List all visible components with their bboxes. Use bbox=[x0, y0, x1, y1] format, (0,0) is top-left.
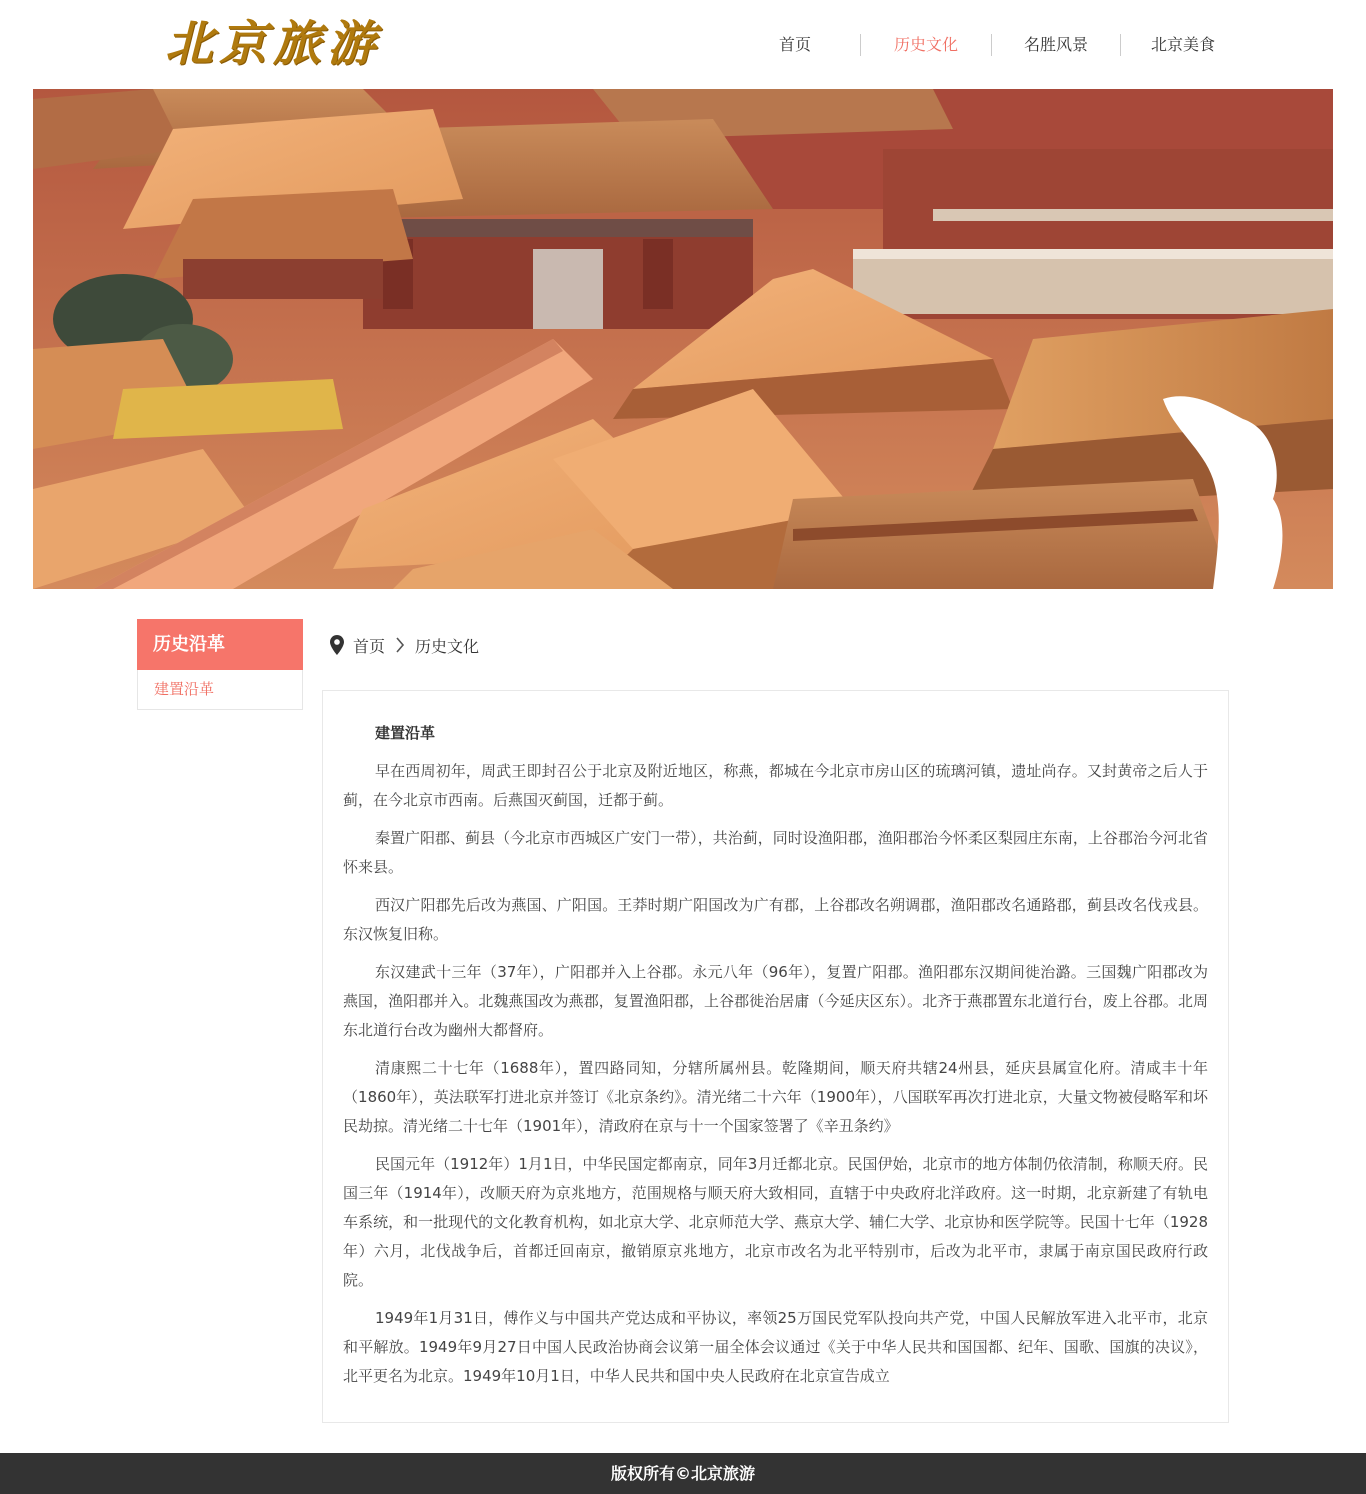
site-footer bbox=[0, 1453, 1366, 1494]
hero-banner-image bbox=[33, 89, 1333, 589]
article-paragraph: 早在西周初年，周武王即封召公于北京及附近地区，称燕，都城在今北京市房山区的琉璃河镇，遗址尚存。又封黄帝之后人于蓟，在今北京市西南。后燕国灭蓟国，迁都于蓟。 bbox=[343, 762, 1208, 809]
article-paragraph: 秦置广阳郡、蓟县（今北京市西城区广安门一带），共治蓟，同时设渔阳郡，渔阳郡治今怀柔区梨园庄东南，上谷郡治今河北省怀来县。 bbox=[343, 829, 1208, 876]
article-paragraph: 清康熙二十七年（1688年），置四路同知，分辖所属州县。乾隆期间，顺天府共辖24州县，延庆县属宣化府。清咸丰十年（1860年），英法联军打进北京并签订《北京条约》。清光绪二十六年（1900年），八国联军再次打进北京，大量文物被侵略军和坏民劫掠。清光绪二十七年（1901年），清政府在京与十一个国家签署了《辛丑条约》 bbox=[343, 1059, 1208, 1135]
breadcrumb bbox=[330, 632, 479, 658]
breadcrumb-current: 历史文化 bbox=[415, 636, 480, 656]
article-paragraph: 东汉建武十三年（37年），广阳郡并入上谷郡。永元八年（96年），复置广阳郡。渔阳郡东汉期间徙治潞。三国魏广阳郡改为燕国，渔阳郡并入。北魏燕国改为燕郡，复置渔阳郡，上谷郡徙治居庸（今延庆区东）。北齐于燕郡置东北道行台，废上谷郡。北周东北道行台改为幽州大都督府。 bbox=[343, 963, 1208, 1039]
sidebar bbox=[137, 619, 303, 710]
location-pin-icon bbox=[330, 635, 344, 655]
sidebar-item-establishment[interactable]: 建置沿革 bbox=[154, 680, 215, 698]
article-panel bbox=[322, 690, 1229, 1423]
forbidden-city-illustration bbox=[33, 89, 1333, 589]
sidebar-title: 历史沿革 bbox=[137, 619, 303, 670]
site-header bbox=[0, 0, 1366, 89]
chevron-right-icon bbox=[395, 637, 405, 653]
article-title: 建置沿革 bbox=[375, 724, 436, 742]
article-paragraph: 西汉广阳郡先后改为燕国、广阳国。王莽时期广阳国改为广有郡，上谷郡改名朔调郡，渔阳郡改名通路郡，蓟县改名伐戎县。东汉恢复旧称。 bbox=[343, 896, 1208, 943]
nav-item-home[interactable]: 首页 bbox=[778, 35, 811, 54]
nav-item-food[interactable]: 北京美食 bbox=[1150, 35, 1215, 54]
article-paragraph: 民国元年（1912年）1月1日，中华民国定都南京，同年3月迁都北京。民国伊始，北京市的地方体制仍依清制，称顺天府。民国三年（1914年），改顺天府为京兆地方，范围规格与顺天府大致相同，直辖于中央政府北洋政府。这一时期，北京新建了有轨电车系统，和一批现代的文化教育机构，如北京大学、北京师范大学、燕京大学、辅仁大学、北京协和医学院等。民国十七年（1928年）六月，北伐战争后，首都迁回南京，撤销原京兆地方，北京市改名为北平特别市，后改为北平市，隶属于南京国民政府行政院。 bbox=[343, 1155, 1208, 1289]
breadcrumb-home[interactable]: 首页 bbox=[353, 636, 386, 656]
nav-item-scenery[interactable]: 名胜风景 bbox=[1023, 35, 1088, 54]
nav-item-history[interactable]: 历史文化 bbox=[893, 35, 958, 54]
main-nav bbox=[730, 30, 1245, 60]
site-logo[interactable]: 北京旅游 bbox=[165, 16, 382, 72]
copyright-text: 版权所有©北京旅游 bbox=[610, 1464, 755, 1483]
article-paragraph: 1949年1月31日，傅作义与中国共产党达成和平协议，率领25万国民党军队投向共产党，中国人民解放军进入北平市，北京和平解放。1949年9月27日中国人民政治协商会议第一届全体会议通过《关于中华人民共和国国都、纪年、国歌、国旗的决议》，北平更名为北京。1949年10月1日，中华人民共和国中央人民政府在北京宣告成立 bbox=[343, 1309, 1208, 1385]
